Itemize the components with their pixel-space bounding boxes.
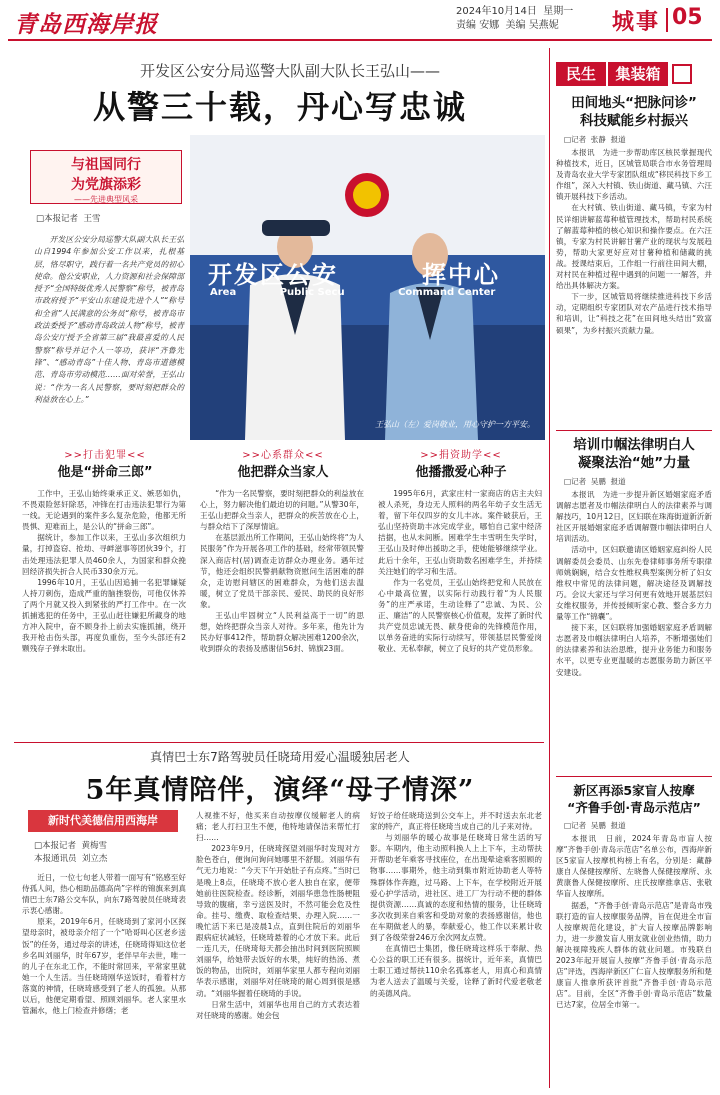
paragraph: 本报讯 为进一步帮助库区核民掌握现代种植技术，近日，区城管局联合市水务管理局及青岛农业大学专家团队组成“移民科技下乡工作组”，深入大村镇、铁山街道、藏马镇、六汪镇开展科技下乡活动。 — [556, 148, 712, 202]
sidebar-article-2 — [556, 436, 712, 771]
lead-headline: 从警三十载，丹心写忠诚 — [92, 88, 467, 126]
byline-name: 刘立杰 — [81, 854, 108, 864]
lead-photo — [190, 135, 545, 440]
paragraph: 人视推不好，他买来自动按摩仪缓解老人的病痛；老人打扫卫生不便，他特地请保洁来帮忙打扫…… — [196, 811, 360, 843]
sidebar-body-1 — [556, 147, 712, 427]
designer-label: 美编 — [505, 20, 526, 31]
second-column-3 — [370, 810, 542, 1090]
paragraph: 活动中，区妇联邀请区婚姻家庭纠纷人民调解委员会委员、山东先卷律师事务所专职律师姚娴娴，结合女性维权典型案例分析了妇女维权中常见的法律问题，解决途径及调解技巧。会议大家还与学习何更有效地开展基层妇女维权服务，并传授倾听家心教、整合多方力量等工作“锦囊”。 — [556, 545, 712, 622]
sidebar-byline-3 — [564, 820, 712, 831]
byline-name: 王雪 — [83, 214, 101, 224]
paragraph: 据悉，“齐鲁手创·青岛示范店”是青岛市残联打造的盲人按摩服务品牌，旨在促进全市盲人按摩规范化建设，扩大盲人按摩品牌影响力，进一步激发盲人朋友就业创业热情，助力解决视障残疾人群体的就业问题。市残联自2023年起开展盲人按摩“齐鲁手创·青岛示范店”评选，西海岸新区广仁盲人按摩服务所和楚康盲人推拿所获评首批“齐鲁手创·青岛示范店”。目前，全区“齐鲁手创·青岛示范店”数量已达7家，位居全市第一。 — [556, 900, 712, 1010]
section-tag: >>捐资助学<< — [420, 450, 502, 461]
issue-date: 2024年10月14日 — [456, 6, 537, 17]
byline-label: □记者 — [564, 135, 587, 144]
intro-paragraph: 开发区公安分局巡警大队副大队长王弘山自1994年参加公安工作以来，扎根基层，恪尽职守，践行着一名共产党员的初心使命。他公安职业，人力资源和社会保障部授予“全国特级优秀人民警察”称号，被青岛市政府授予“平安山东建设先进个人”“称号和全省”人民满意的公务员“称号，被青岛市政法委授予“感动青岛政法人物”称号，被青岛公安厅授予全省第三届“我最喜爱的人民警察”称号并记个人一等功，获评“齐鲁先锋”、“感动青岛”十佳人物、青岛市道德模范、青岛市劳动模范……面对荣誉，王弘山说：“作为一名人民警察，要时刻把群众的利益放在心上。” — [34, 235, 184, 404]
designer-name: 吴燕妮 — [528, 20, 559, 31]
paragraph: 工作中，王弘山始终秉承正义、嫉恶如仇，不畏艰险惩奸除恶，冲锋在打击违法犯罪行为第一线。无论遇到的案件多么复杂危险，他都无所畏惧、迎难而上，是公认的“拼命三郎”。 — [22, 489, 186, 532]
lead-badge — [30, 150, 182, 204]
byline-label: □本报记者 — [36, 214, 79, 224]
paragraph: 在真情巴士集团，像任晓琦这样乐于奉献、热心公益的职工还有很多。据统计，近年来，真情巴士职工通过帮扶110余名孤寡老人，用真心和真情为老人送去了温暖与关爱，诠释了新时代爱老敬老的美德风尚。 — [370, 944, 542, 998]
sidebar-title-1b: 科技赋能乡村振兴 — [580, 113, 688, 129]
sidebar-title-1a: 田间地头“把脉问诊” — [571, 95, 697, 111]
sidebar-title-2b: 凝聚法治“她”力量 — [577, 455, 691, 471]
paragraph: 原来，2019年6月，任晓琦到了家河小区探望母亲时，被母亲介绍了一个“哈哥叫心区老乡送饭”的任务，通过母亲的讲述，任晓琦得知这位老乡名叫刘丽华，时年67岁，老伴早年去世，唯一的儿子在东北工作，不能时常回来，平常家里就她一个人生活。当任晓琦刚华送饭时，看着村方落寞的神情，任晓琦感受到了老人的孤独。从那以后，他便定期看望、照顾刘丽华。老人家里水管漏水，他上门检查并修缮；老 — [22, 917, 186, 1016]
paragraph: 好饺子给任晓琦送到公交车上，并不时送去东北老家的特产，真正将任晓琦当成自己的儿子来对待。 — [370, 811, 542, 832]
lead-kicker: 开发区公安分局巡警大队副大队长王弘山—— — [139, 62, 440, 80]
brand-box-icon — [672, 64, 692, 84]
byline-name: 吴鹏 — [590, 477, 606, 486]
paragraph: 下一步，区城管局将继续推进科技下乡活动，定期组织专家团队对农产品进行技术指导和培训，让“科技之花”在田间地头结出“致富硕果”，为乡村振兴贡献力量。 — [556, 292, 712, 335]
banner-en-3: Command Center — [398, 287, 496, 298]
sidebar-byline-1 — [564, 134, 712, 145]
second-column-1 — [22, 872, 186, 1090]
sidebar-title-2a: 培训巾帼法律明白人 — [573, 437, 695, 453]
paragraph: 2023年9月，任晓琦探望刘丽华时发现对方脸色苍白，便询问询问她哪里不舒服。刘丽华有气无力地说：“今天下午开始肚子有点疼。”当时已是晚上8点，任晓琦不放心老人独自在家，便带她前往医院检查。经诊断，刘丽华患急性肠梗阻导致的腹痛，幸亏送医及时，不然可能会危及性命。挂号、缴费、取检查结果、办理入院……一晚忙活下来已是凌晨1点，直到住院后的刘丽华跟病症状减轻，任晓琦悬着的心才放下来。此后一连几天，任晓琦每天都会抽出时间到医院照顾刘丽华，给她带去饭好的水果，炖好的热汤、煮饭的物品，出院时，刘丽华家里人都专程向刘丽华表示感谢，刘丽华对任晓琦的耐心周到很是感动。“刘丽华握着任晓琦的手说。 — [196, 844, 360, 998]
issue-info — [456, 5, 606, 33]
page-number: 05 — [672, 5, 703, 30]
section-name: 城事 — [612, 10, 661, 35]
byline-label: □记者 — [564, 477, 587, 486]
banner-en-2: Public Secu — [279, 287, 345, 298]
second-byline — [34, 840, 107, 866]
sidebar-body-2 — [556, 489, 712, 771]
byline-tag: 报道 — [610, 821, 626, 830]
paragraph: 近日，一位七旬老人带着一面写有“铭感至好侍孤人间，热心相助品德高尚”字样的锦旗来到真情巴士东7路公交车队，向东7路驾驶员任晓琦表示衷心感谢。 — [22, 873, 186, 916]
second-column-2 — [196, 810, 360, 1090]
paragraph: “作为一名民警察，要时刻把群众的利益放在心上，努力解决他们最迫切的问题。”从警30年，王弘山把群众当亲人，把群众的疾苦放在心上，与群众结下了深厚情谊。 — [200, 489, 364, 532]
paragraph: 据统计，参加工作以来，王弘山多次组织力量，打掉盗窃、抢劫、寻衅滋事等团伙39个，打击处理违法犯罪人员460余人，为国家和群众挽回经济损失折合人民币330余万元。 — [22, 533, 186, 576]
section-title: 他播撒爱心种子 — [415, 465, 507, 480]
section-head-2 — [198, 446, 368, 480]
badge-line1: 与祖国同行 — [71, 157, 141, 173]
lead-column-3 — [378, 488, 542, 736]
paragraph: 王弘山牢固树立“人民利益高于一切”的思想，始终把群众当亲人对待。多年来，他先计为民办好事412件，帮助群众解决困难1200余次，收到群众的表扬及感谢信56封、锦旗23面。 — [200, 611, 364, 654]
sidebar-body-3 — [556, 833, 712, 1083]
banner-text-1: 开发区公安 — [208, 261, 338, 289]
brand-left: 民生 — [556, 62, 606, 86]
paragraph: 本报讯 日前，2024年青岛市盲人按摩“齐鲁手创·青岛示范店”名单公布，西海岸新区5家盲人按摩机构榜上有名，分别是：藏静康自人保健按摩所、左晓鲁人保健按摩所、永黄康鲁人保健按摩所、庄氏按摩推拿店、张敬华盲人按摩所。 — [556, 834, 712, 899]
section-tag: >>心系群众<< — [242, 450, 324, 461]
sidebar-rule-2 — [556, 776, 712, 777]
sidebar-title-3a: 新区再添5家盲人按摩 — [573, 783, 695, 798]
photo-banner-text — [208, 255, 338, 290]
editor-name: 安娜 — [479, 20, 500, 31]
lead-byline — [36, 212, 100, 224]
paragraph: 在基层派出所工作期间，王弘山始终将“为人民服务”作为开展各项工作的基础，经常带领民警深入商店村(居)调查走访群众办理业务。遇年过节，他还会组织民警捐献物资慰问生活困难的群众，走访慰问辖区的困难群众，为他们送去温暖，树立了党员干部亲民、爱民、助民的良好形象。 — [200, 533, 364, 609]
byline-tag: 报道 — [610, 135, 626, 144]
photo-banner-text-2: 挥中心 — [422, 261, 500, 289]
section-head-3 — [376, 446, 546, 480]
masthead-rule — [8, 39, 712, 41]
byline-label: 本报通讯员 — [34, 854, 77, 864]
byline-name: 吴鹏 — [590, 821, 606, 830]
masthead — [0, 0, 720, 40]
sidebar-article-3 — [556, 782, 712, 1083]
paragraph: 1996年10月，王弘山因追捕一名犯罪嫌疑人持刀刺伤，造成严重的脑挫裂伤，可他仅休养了两个月就又投入到紧张的严打工作中。在一次抓捕逃犯的任务中，王弘山赶往嫌犯所藏身的地方冲入院中，奋不顾身扑上前去实施抓捕，绕开我开枪击伤头部，再度负重伤，至今头部还有2颗残存子弹未取出。 — [22, 577, 186, 654]
byline-name: 张静 — [590, 135, 606, 144]
section-tag: >>打击犯罪<< — [64, 450, 146, 461]
sidebar-rule-1 — [556, 430, 712, 431]
brand-right: 集装箱 — [606, 62, 668, 86]
issue-weekday: 星期一 — [543, 6, 574, 17]
paragraph: 作为一名党员，王弘山始终把党和人民放在心中最高位置，以实际行动践行着“为人民服务”的庄严承诺，生动诠释了“忠诚、为民、公正、廉洁”的人民警察核心价值观，发挥了新时代共产党员忠诚无畏、献身使命的先锋模范作用，以单务奋进的实际行动续写，带领基层民警爱岗敬业、无私奉献，树立了良好的共产党员形象。 — [378, 577, 542, 654]
byline-tag: 报道 — [610, 477, 626, 486]
section-divider — [666, 8, 668, 32]
badge-line2: 为党旗添彩 — [71, 177, 141, 193]
section-title: 他把群众当家人 — [237, 465, 329, 480]
section-head-1 — [20, 446, 190, 480]
byline-label: □记者 — [564, 821, 587, 830]
paragraph: 本报讯 为进一步提升新区婚姻家庭矛盾调解志愿者及巾帼法律明白人的法律素养与调解技巧，10月12日，区妇联在珠海街道新沂新社区开展婚姻家庭矛盾调解暨巾帼法律明白人培训活动。 — [556, 490, 712, 544]
second-badge: 新时代美德信用西海岸 — [28, 810, 178, 832]
paragraph: 在大村镇、铁山街道、藏马镇，专家为村民详细讲解蓝莓种植管理技术，帮助村民系统了解蓝莓种植的核心知识和操作要点。在六汪镇，专家为村民讲解甘薯产业的现状与发展趋势，帮助大家更好应对甘薯种植和储藏的挑战。授课结束后，工作组一行前往田间大棚，对村民在种植过程中遇到的问题一一解答，并给出具体解决方案。 — [556, 203, 712, 291]
paragraph: 1995年6月，武家庄村一家商店的店主夫妇被人杀死，身边无人照料的两名年幼子女生活无着，留下年仅四岁的女儿丰冰。案件破获后，王弘山坚持资助丰冰完成学业，哪怕自己家中经济拮据，也从未间断。困难学生丰雪明生失学时，王弘山及时伸出援助之手，使她能够继续学业。此后十余年，王弘山资助数名困难学生，并持续关注她们的学习和生活。 — [378, 489, 542, 576]
lead-intro — [34, 234, 184, 406]
editor-label: 责编 — [456, 20, 476, 31]
paper-name: 青岛西海岸报 — [14, 11, 158, 38]
byline-label: □本报记者 — [34, 841, 77, 851]
sidebar-divider — [549, 48, 550, 1088]
lead-column-2 — [200, 488, 364, 736]
sidebar-brand — [556, 62, 706, 86]
paragraph: 日常生活中，刘丽华也用自己的方式表达着对任晓琦的感谢。她会包 — [196, 999, 360, 1020]
sidebar-byline-2 — [564, 476, 712, 487]
photo-caption: 王弘山（左）爱岗敬业，用心守护一方平安。 — [375, 420, 535, 429]
second-headline: 5年真情陪伴，演绎“母子情深” — [85, 775, 475, 806]
paragraph: 接下来，区妇联将加强婚姻家庭矛盾调解志愿者及巾帼法律明白人培养，不断增强她们的法律素养和法治思维，提升业务能力和服务水平，以更专业更温暖的志愿服务助力新区平安建设。 — [556, 623, 712, 677]
section-title: 他是“拼命三郎” — [57, 465, 153, 480]
badge-sub: ——先进典型风采 — [74, 195, 138, 204]
byline-name: 黄梅雪 — [81, 841, 107, 851]
second-kicker: 真情巴士东7路驾驶员任晓琦用爱心温暖独居老人 — [150, 750, 410, 764]
sidebar-title-3b: “齐鲁手创·青岛示范店” — [567, 800, 701, 815]
mid-rule — [14, 742, 544, 743]
banner-en-1: Area — [210, 287, 237, 298]
photo-banner-en — [210, 287, 495, 298]
lead-column-1 — [22, 488, 186, 736]
paragraph: 与刘丽华的暖心故事是任晓琦日常生活的写影。车期内，他主动照料换人上上下车，主动帮扶开帮助老年乘客寻找座位，在出现晕途乘客照顾的物事……事期外，他主动到集市附近协助老人等特殊群体作奔跑，过马路、上下车，在学校附近开展爱心护学活动，进社区、进工厂为行动不便的群体提供资源……真诚的态度和热情的服务，让任晓琦多次收到来自乘客和受助对象的表扬感谢信，他也在车期做老人的暴，奉献爱心，他工作以来累计收到了各级荣誉246万余次网友点赞。 — [370, 833, 542, 943]
sidebar-article-1 — [556, 94, 712, 427]
